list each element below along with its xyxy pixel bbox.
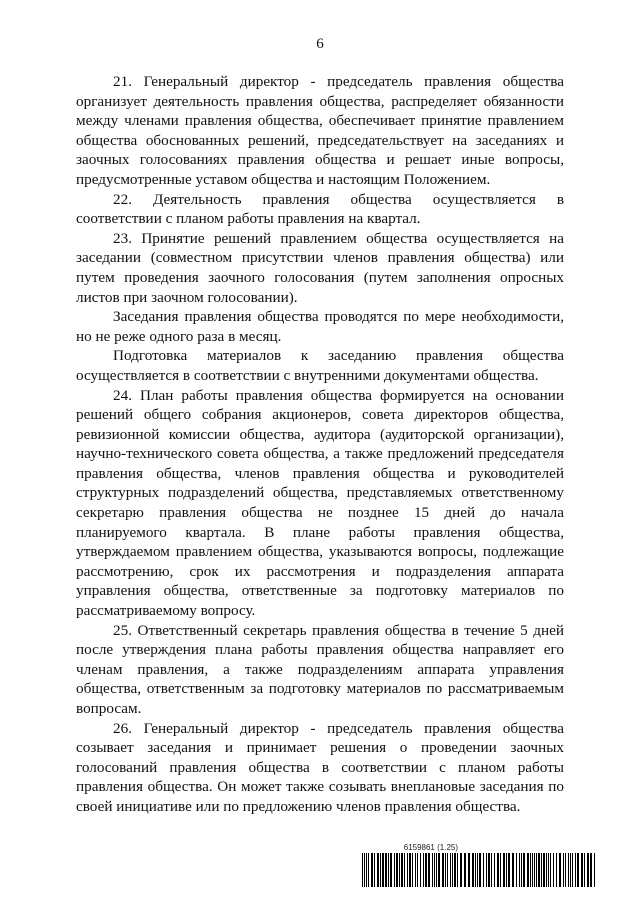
barcode-bar bbox=[388, 853, 389, 887]
barcode-bars bbox=[362, 853, 598, 887]
barcode-bar bbox=[497, 853, 499, 887]
barcode-bar bbox=[523, 853, 525, 887]
barcode bbox=[362, 843, 598, 891]
barcode-bar bbox=[565, 853, 566, 887]
barcode-bar bbox=[364, 853, 365, 887]
barcode-bar bbox=[500, 853, 501, 887]
barcode-bar bbox=[438, 853, 440, 887]
barcode-bar bbox=[494, 853, 495, 887]
barcode-number: 6159861 (1.25) bbox=[403, 843, 458, 852]
paragraph-25: 25. Ответственный секретарь правления общества в течение 5 дней после утверждения плана работы правления общества направляет его членам правления, а также подразделениям аппарата управления общества, ответственным за подготовку материалов по рассматриваемым вопросам. bbox=[76, 621, 564, 717]
barcode-bar bbox=[503, 853, 505, 887]
barcode-bar bbox=[516, 853, 517, 887]
paragraph-26: 26. Генеральный директор - председатель правления общества созывает заседания и принимает решения о проведении заочных голосований правления общества в соответствии с планом работы правления общества. Он может также созывать внеплановые заседания по своей инициативе или по предложению членов правления общества. bbox=[76, 719, 564, 815]
barcode-bar bbox=[486, 853, 487, 887]
barcode-bar bbox=[362, 853, 363, 887]
barcode-bar bbox=[401, 853, 403, 887]
barcode-bar bbox=[404, 853, 405, 887]
barcode-bar bbox=[543, 853, 545, 887]
barcode-bar bbox=[407, 853, 408, 887]
barcode-bar bbox=[506, 853, 507, 887]
barcode-bar bbox=[483, 853, 484, 887]
barcode-bar bbox=[590, 853, 592, 887]
barcode-bar bbox=[371, 853, 373, 887]
barcode-bar bbox=[374, 853, 375, 887]
paragraph-24: 24. План работы правления общества формируется на основании решений общего собрания акционеров, совета директоров общества, ревизионной комиссии общества, аудитора (аудиторской организации), научно-технического совета общества, а также предложений председателя правления общества, членов правления общества и руководителей структурных подразделений общества, представляемых ответственному секретарю правления общества не позднее 15 дней до начала планируемого квартала. В плане работы правления общества, утверждаемом правлением общества, указываются вопросы, подлежащие рассмотрению, срок их рассмотрения и подразделения аппарата управления общества, ответственные за подготовку материалов по рассматриваемому вопросу. bbox=[76, 386, 564, 620]
barcode-bar bbox=[538, 853, 540, 887]
paragraph-22: 22. Деятельность правления общества осуществляется в соответствии с планом работы правления на квартал. bbox=[76, 190, 564, 228]
document-body bbox=[76, 72, 564, 817]
barcode-bar bbox=[534, 853, 535, 887]
barcode-bar bbox=[581, 853, 583, 887]
paragraph-meetings-frequency: Заседания правления общества проводятся по мере необходимости, но не реже одного раза в месяц. bbox=[76, 308, 564, 345]
barcode-bar bbox=[479, 853, 481, 887]
barcode-bar bbox=[527, 853, 529, 887]
barcode-bar bbox=[409, 853, 411, 887]
barcode-bar bbox=[423, 853, 424, 887]
barcode-bar bbox=[577, 853, 579, 887]
barcode-bar bbox=[556, 853, 557, 887]
barcode-bar bbox=[568, 853, 569, 887]
barcode-bar bbox=[536, 853, 537, 887]
barcode-bar bbox=[425, 853, 427, 887]
barcode-bar bbox=[521, 853, 522, 887]
barcode-bar bbox=[390, 853, 392, 887]
paragraph-materials-preparation: Подготовка материалов к заседанию правления общества осуществляется в соответствии с внутренними документами общества. bbox=[76, 347, 564, 384]
barcode-bar bbox=[394, 853, 395, 887]
barcode-bar bbox=[380, 853, 381, 887]
barcode-bar bbox=[477, 853, 478, 887]
barcode-bar bbox=[415, 853, 416, 887]
barcode-bar bbox=[450, 853, 451, 887]
barcode-bar bbox=[491, 853, 492, 887]
barcode-bar bbox=[594, 853, 595, 887]
barcode-bar bbox=[432, 853, 433, 887]
barcode-bar bbox=[420, 853, 421, 887]
barcode-bar bbox=[546, 853, 547, 887]
barcode-bar bbox=[553, 853, 554, 887]
barcode-bar bbox=[530, 853, 531, 887]
barcode-bar bbox=[464, 853, 466, 887]
barcode-bar bbox=[368, 853, 369, 887]
barcode-bar bbox=[541, 853, 542, 887]
barcode-bar bbox=[417, 853, 418, 887]
barcode-bar bbox=[472, 853, 474, 887]
barcode-bar bbox=[454, 853, 456, 887]
barcode-bar bbox=[519, 853, 520, 887]
barcode-bar bbox=[559, 853, 561, 887]
barcode-bar bbox=[587, 853, 589, 887]
barcode-bar bbox=[366, 853, 367, 887]
barcode-bar bbox=[508, 853, 510, 887]
barcode-bar bbox=[550, 853, 551, 887]
barcode-bar bbox=[460, 853, 462, 887]
page-number: 6 bbox=[316, 36, 324, 52]
barcode-bar bbox=[488, 853, 490, 887]
barcode-bar bbox=[570, 853, 571, 887]
barcode-bar bbox=[447, 853, 448, 887]
barcode-bar bbox=[572, 853, 573, 887]
barcode-bar bbox=[377, 853, 379, 887]
barcode-bar bbox=[457, 853, 458, 887]
barcode-bar bbox=[548, 853, 549, 887]
barcode-bar bbox=[445, 853, 446, 887]
barcode-bar bbox=[428, 853, 430, 887]
barcode-bar bbox=[563, 853, 564, 887]
barcode-bar bbox=[436, 853, 437, 887]
barcode-bar bbox=[385, 853, 387, 887]
barcode-bar bbox=[412, 853, 413, 887]
barcode-bar bbox=[584, 853, 585, 887]
barcode-bar bbox=[399, 853, 400, 887]
barcode-bar bbox=[512, 853, 514, 887]
barcode-bar bbox=[475, 853, 476, 887]
barcode-bar bbox=[442, 853, 444, 887]
barcode-bar bbox=[532, 853, 533, 887]
barcode-bar bbox=[468, 853, 470, 887]
barcode-bar bbox=[575, 853, 576, 887]
barcode-bar bbox=[382, 853, 384, 887]
barcode-bar bbox=[396, 853, 398, 887]
barcode-bar bbox=[434, 853, 435, 887]
paragraph-23: 23. Принятие решений правлением общества осуществляется на заседании (совместном присутствии членов правления общества) или путем проведения заочного голосования (путем заполнения опросных листов при заочном голосовании). bbox=[76, 229, 564, 306]
paragraph-21: 21. Генеральный директор - председатель правления общества организует деятельность правления общества, распределяет обязанности между членами правления общества, обеспечивает принятие правлением общества обоснованных решений, председательствует на заседаниях и заочных голосованиях правления общества и решает иные вопросы, предусмотренные уставом общества и настоящим Положением. bbox=[76, 73, 564, 188]
barcode-bar bbox=[452, 853, 453, 887]
